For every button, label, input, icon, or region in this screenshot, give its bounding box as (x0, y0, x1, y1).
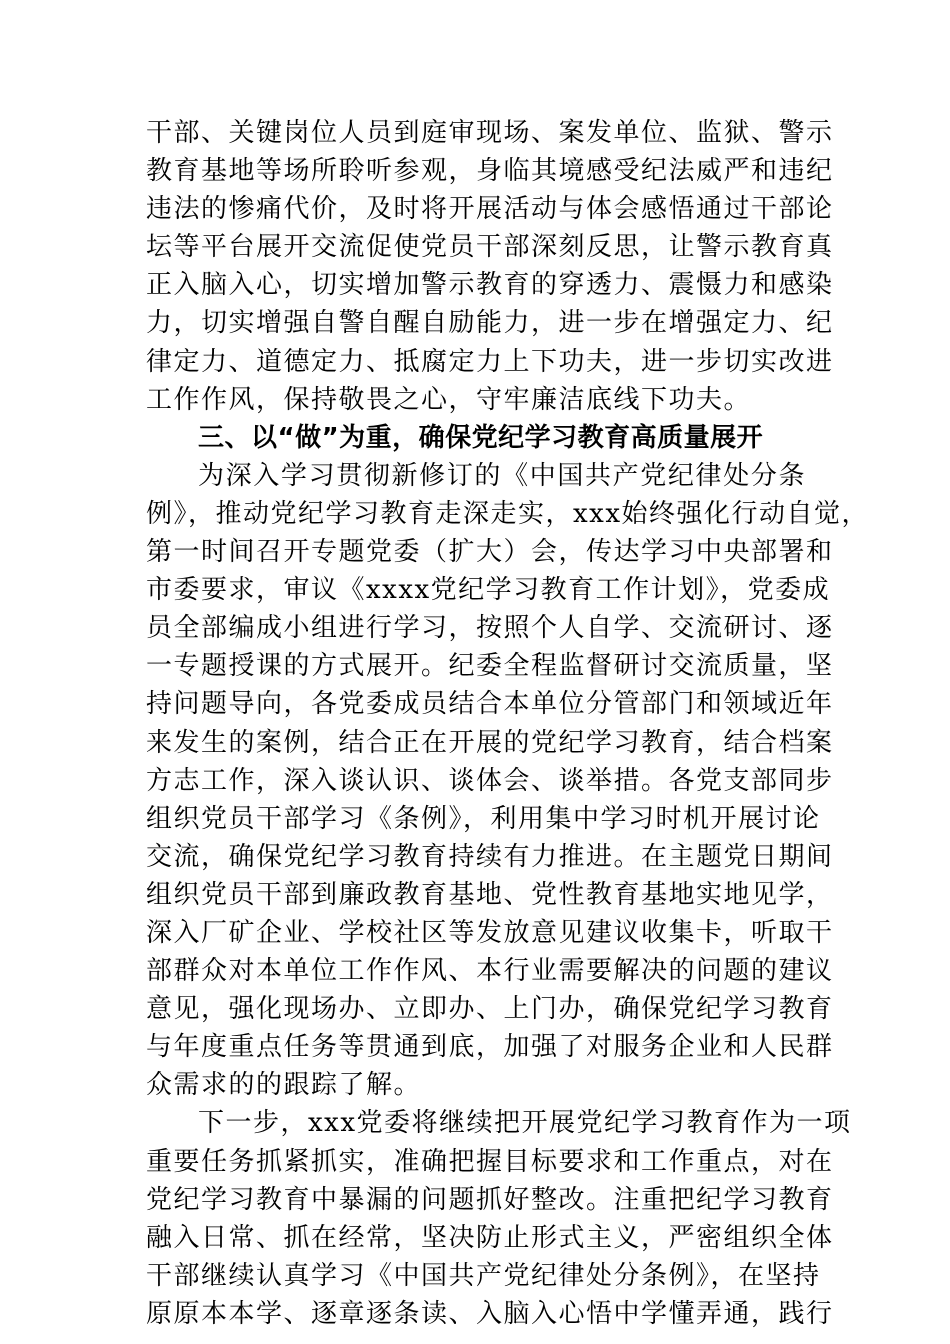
text-line: 众需求的的跟踪了解。 (146, 1070, 422, 1101)
text-line: 例》，推动党纪学习教育走深走实，xxx始终强化行动自觉， (146, 498, 869, 529)
paragraph-study-regulations (146, 457, 869, 1105)
text-line: 交流，确保党纪学习教育持续有力推进。在主题党日期间 (146, 841, 834, 872)
paragraph-warning-education (146, 114, 834, 419)
text-line: 持问题导向，各党委成员结合本单位分管部门和领域近年 (146, 689, 834, 720)
text-line: 干部继续认真学习《中国共产党纪律处分条例》，在坚持 (146, 1260, 821, 1291)
text-line: 融入日常、抓在经常，坚决防止形式主义，严密组织全体 (146, 1222, 834, 1253)
text-line: 深入厂矿企业、学校社区等发放意见建议收集卡，听取干 (146, 917, 834, 948)
text-line: 力，切实增强自警自醒自励能力，进一步在增强定力、纪 (146, 308, 834, 339)
text-line: 党纪学习教育中暴漏的问题抓好整改。注重把纪学习教育 (146, 1184, 834, 1215)
text-line: 一专题授课的方式展开。纪委全程监督研讨交流质量，坚 (146, 651, 834, 682)
document-body (146, 114, 869, 1333)
text-line: 坛等平台展开交流促使党员干部深刻反思，让警示教育真 (146, 232, 834, 263)
text-line: 为深入学习贯彻新修订的《中国共产党纪律处分条 (198, 460, 806, 491)
section-heading: 三、以“做”为重，确保党纪学习教育高质量展开 (198, 422, 764, 453)
text-line: 部群众对本单位工作作风、本行业需要解决的问题的建议 (146, 956, 834, 987)
text-line: 组织党员干部到廉政教育基地、党性教育基地实地见学， (146, 879, 834, 910)
text-line: 下一步，xxx党委将继续把开展党纪学习教育作为一项 (198, 1108, 852, 1139)
text-line: 正入脑入心，切实增加警示教育的穿透力、震慑力和感染 (146, 270, 834, 301)
text-line: 来发生的案例，结合正在开展的党纪学习教育，结合档案 (146, 727, 834, 758)
text-line: 与年度重点任务等贯通到底，加强了对服务企业和人民群 (146, 1032, 834, 1063)
text-line: 教育基地等场所聆听参观，身临其境感受纪法威严和违纪 (146, 156, 834, 187)
text-line: 组织党员干部学习《条例》，利用集中学习时机开展讨论 (146, 803, 821, 834)
text-line: 工作作风，保持敬畏之心，守牢廉洁底线下功夫。 (146, 384, 752, 415)
text-line: 重要任务抓紧抓实，准确把握目标要求和工作重点，对在 (146, 1146, 834, 1177)
text-line: 第一时间召开专题党委（扩大）会，传达学习中央部署和 (146, 537, 834, 568)
text-line: 违法的惨痛代价，及时将开展活动与体会感悟通过干部论 (146, 194, 834, 225)
text-line: 意见，强化现场办、立即办、上门办，确保党纪学习教育 (146, 994, 834, 1025)
text-line: 市委要求，审议《xxxx党纪学习教育工作计划》，党委成 (146, 575, 831, 606)
text-line: 方志工作，深入谈认识、谈体会、谈举措。各党支部同步 (146, 765, 834, 796)
text-line: 律定力、道德定力、抵腐定力上下功夫，进一步切实改进 (146, 346, 834, 377)
text-line: 员全部编成小组进行学习，按照个人自学、交流研讨、逐 (146, 613, 834, 644)
text-line: 原原本本学、逐章逐条读、入脑入心悟中学懂弄通，践行 (146, 1298, 834, 1329)
text-line: 干部、关键岗位人员到庭审现场、案发单位、监狱、警示 (146, 118, 834, 148)
paragraph-next-steps (146, 1104, 852, 1333)
